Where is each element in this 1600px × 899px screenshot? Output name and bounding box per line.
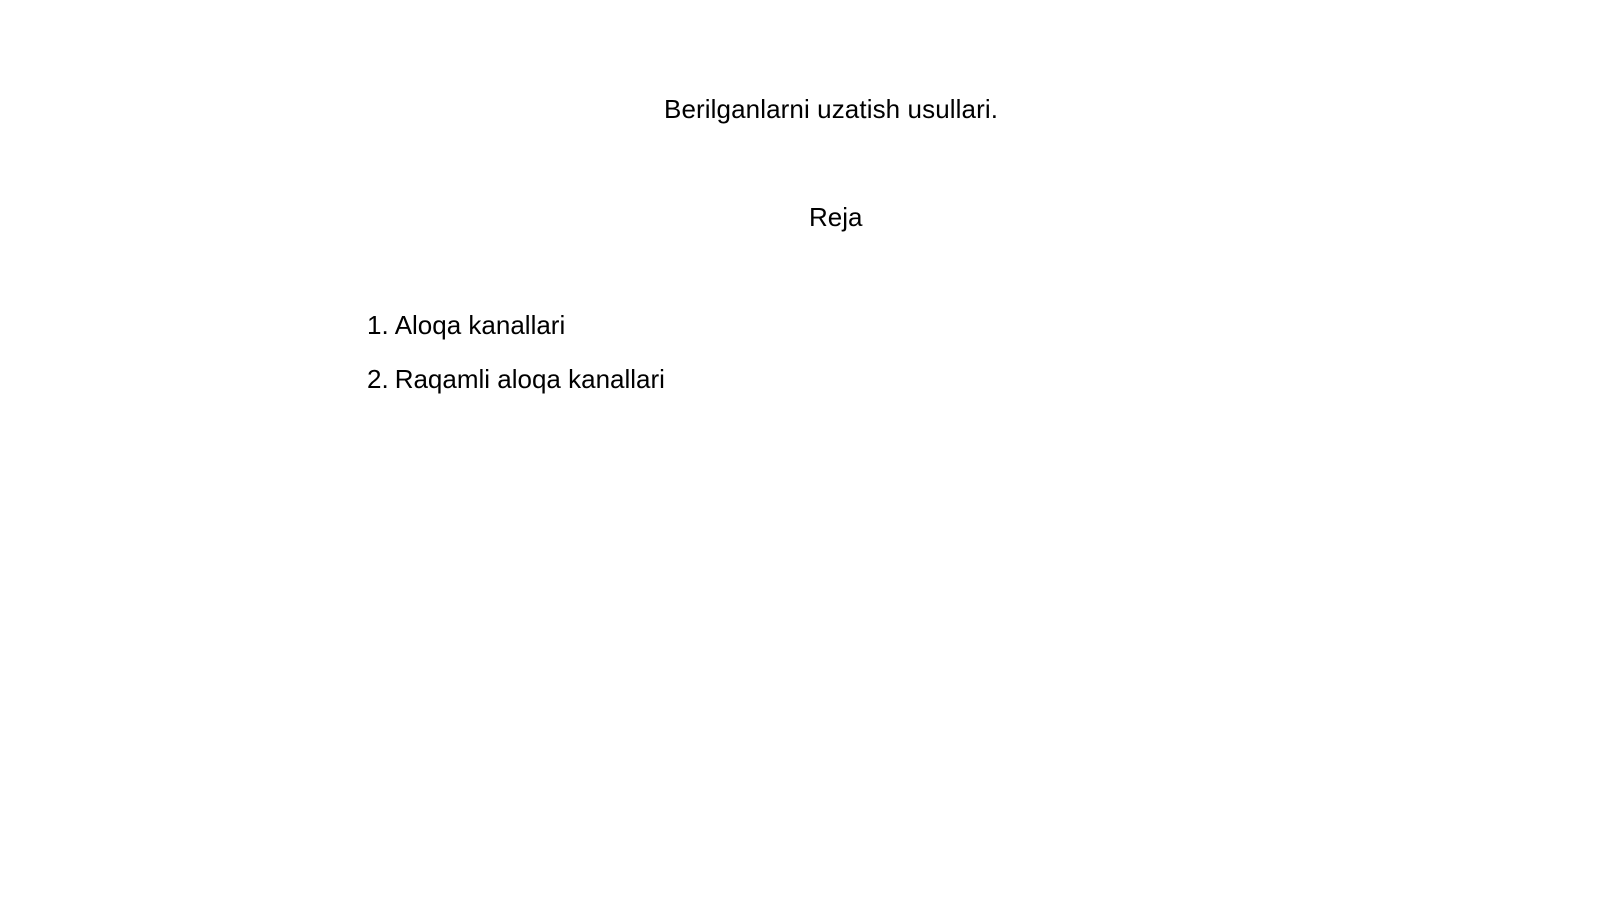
plan-item (367, 305, 665, 359)
plan-item-text: Raqamli aloqa kanallari (394, 364, 665, 394)
section-heading: Reja (809, 202, 863, 232)
plan-list (367, 305, 665, 413)
plan-item (367, 359, 665, 413)
plan-item-number: 1. (367, 310, 389, 340)
plan-item-text: Aloqa kanallari (394, 310, 566, 340)
document-title: Berilganlarni uzatish usullari. (664, 94, 999, 124)
plan-item-number: 2. (367, 364, 389, 394)
